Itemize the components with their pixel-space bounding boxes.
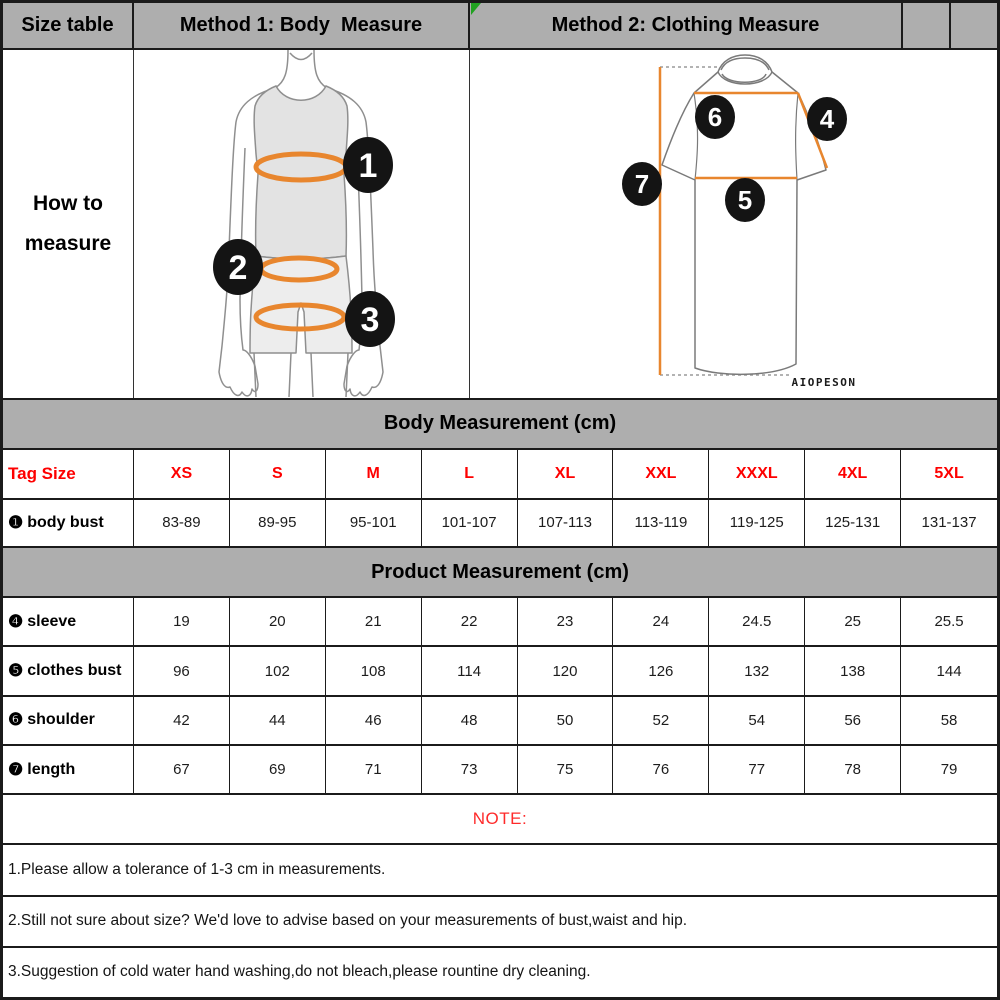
marker-5 <box>725 178 765 222</box>
tag-size-row <box>3 450 997 500</box>
size-l: L <box>422 450 518 498</box>
tag-size-label: Tag Size <box>3 450 134 498</box>
body-measure-illustration <box>134 50 470 398</box>
sleeve-l: 22 <box>422 598 518 645</box>
shoulder-s: 44 <box>230 697 326 744</box>
shoulder-xxl: 52 <box>613 697 709 744</box>
clothes-bust-l: 114 <box>422 647 518 694</box>
empty-header-cell-2 <box>951 3 997 48</box>
title-row <box>3 3 997 50</box>
length-m: 71 <box>326 746 422 793</box>
body-bust-5xl: 131-137 <box>921 514 977 532</box>
marker-4 <box>807 97 847 141</box>
sleeve-xxl: 24 <box>613 598 709 645</box>
length-xl: 75 <box>518 746 614 793</box>
marker-4-icon: ❹ <box>8 611 24 631</box>
shoulder-m: 46 <box>326 697 422 744</box>
size-table-title: Size table <box>3 3 134 48</box>
note-item-3: 3.Suggestion of cold water hand washing,do not bleach,please rountine dry cleaning. <box>8 963 591 981</box>
body-figure-icon <box>134 50 470 398</box>
shoulder-5xl: 58 <box>940 711 958 729</box>
marker-7 <box>622 162 662 206</box>
body-bust-xs: 83-89 <box>134 500 230 546</box>
clothes-bust-xs: 96 <box>134 647 230 694</box>
sleeve-m: 21 <box>326 598 422 645</box>
size-xxxl: XXXL <box>709 450 805 498</box>
size-4xl: 4XL <box>805 450 901 498</box>
clothing-measure-illustration <box>470 50 997 398</box>
clothes-bust-xxl: 126 <box>613 647 709 694</box>
how-to-measure-label: How to measure <box>3 50 134 398</box>
shoulder-l: 48 <box>422 697 518 744</box>
body-bust-xxxl: 119-125 <box>709 500 805 546</box>
svg-text:2: 2 <box>228 249 248 288</box>
clothes-bust-4xl: 138 <box>805 647 901 694</box>
brand-label: AIOPESON <box>791 376 857 390</box>
size-m: M <box>326 450 422 498</box>
shoulder-label: ❻ shoulder <box>3 697 134 744</box>
marker-6-icon: ❻ <box>8 710 24 730</box>
length-label: ❼ length <box>3 746 134 793</box>
marker-3 <box>345 291 395 347</box>
clothes-bust-5xl: 144 <box>936 662 962 680</box>
sleeve-xl: 23 <box>518 598 614 645</box>
marker-1-icon: ❶ <box>8 512 24 532</box>
svg-text:5: 5 <box>737 185 753 216</box>
marker-5-icon: ❺ <box>8 661 24 681</box>
length-l: 73 <box>422 746 518 793</box>
note-title: NOTE: <box>3 795 997 845</box>
note-item-2: 2.Still not sure about size? We'd love to advise based on your measurements of bust,waist and hip. <box>3 897 997 948</box>
clothes-bust-row <box>3 647 997 696</box>
sleeve-xxxl: 24.5 <box>709 598 805 645</box>
green-corner-flag-icon <box>471 3 481 15</box>
tshirt-figure-icon <box>470 50 997 398</box>
svg-text:3: 3 <box>360 301 380 340</box>
clothes-bust-s: 102 <box>230 647 326 694</box>
sleeve-row <box>3 598 997 647</box>
clothes-bust-xxxl: 132 <box>709 647 805 694</box>
sleeve-s: 20 <box>230 598 326 645</box>
marker-2 <box>213 239 263 295</box>
length-xs: 67 <box>134 746 230 793</box>
length-row <box>3 746 997 795</box>
shoulder-xs: 42 <box>134 697 230 744</box>
empty-header-cell-1 <box>903 3 951 48</box>
product-measurement-title: Product Measurement (cm) <box>3 548 997 598</box>
illustration-row <box>3 50 997 400</box>
body-bust-m: 95-101 <box>326 500 422 546</box>
length-xxl: 76 <box>613 746 709 793</box>
marker-1 <box>343 137 393 193</box>
note-item-1: 1.Please allow a tolerance of 1-3 cm in measurements. <box>3 845 997 896</box>
shoulder-xxxl: 54 <box>709 697 805 744</box>
size-xs: XS <box>134 450 230 498</box>
marker-6 <box>695 95 735 139</box>
size-5xl: 5XL <box>934 464 964 482</box>
shoulder-row <box>3 697 997 746</box>
sleeve-5xl: 25.5 <box>934 613 964 631</box>
sleeve-4xl: 25 <box>805 598 901 645</box>
body-bust-xl: 107-113 <box>518 500 614 546</box>
sleeve-xs: 19 <box>134 598 230 645</box>
body-bust-s: 89-95 <box>230 500 326 546</box>
body-bust-l: 101-107 <box>422 500 518 546</box>
body-bust-row <box>3 500 997 548</box>
svg-text:7: 7 <box>634 169 650 200</box>
length-xxxl: 77 <box>709 746 805 793</box>
size-xxl: XXL <box>613 450 709 498</box>
length-5xl: 79 <box>940 761 958 778</box>
clothes-bust-m: 108 <box>326 647 422 694</box>
method1-title: Method 1: Body Measure <box>134 3 470 48</box>
svg-text:4: 4 <box>819 104 835 135</box>
body-bust-label: ❶ body bust <box>3 500 134 546</box>
body-bust-4xl: 125-131 <box>805 500 901 546</box>
method2-title: Method 2: Clothing Measure <box>470 3 903 48</box>
clothes-bust-label: ❺ clothes bust <box>3 647 134 694</box>
shoulder-xl: 50 <box>518 697 614 744</box>
svg-text:1: 1 <box>358 147 378 186</box>
length-s: 69 <box>230 746 326 793</box>
sleeve-label: ❹ sleeve <box>3 598 134 645</box>
body-measurement-title: Body Measurement (cm) <box>3 400 997 449</box>
length-4xl: 78 <box>805 746 901 793</box>
shoulder-4xl: 56 <box>805 697 901 744</box>
size-s: S <box>230 450 326 498</box>
svg-text:6: 6 <box>707 102 723 133</box>
clothes-bust-xl: 120 <box>518 647 614 694</box>
marker-7-icon: ❼ <box>8 759 24 779</box>
size-xl: XL <box>518 450 614 498</box>
body-bust-xxl: 113-119 <box>613 500 709 546</box>
